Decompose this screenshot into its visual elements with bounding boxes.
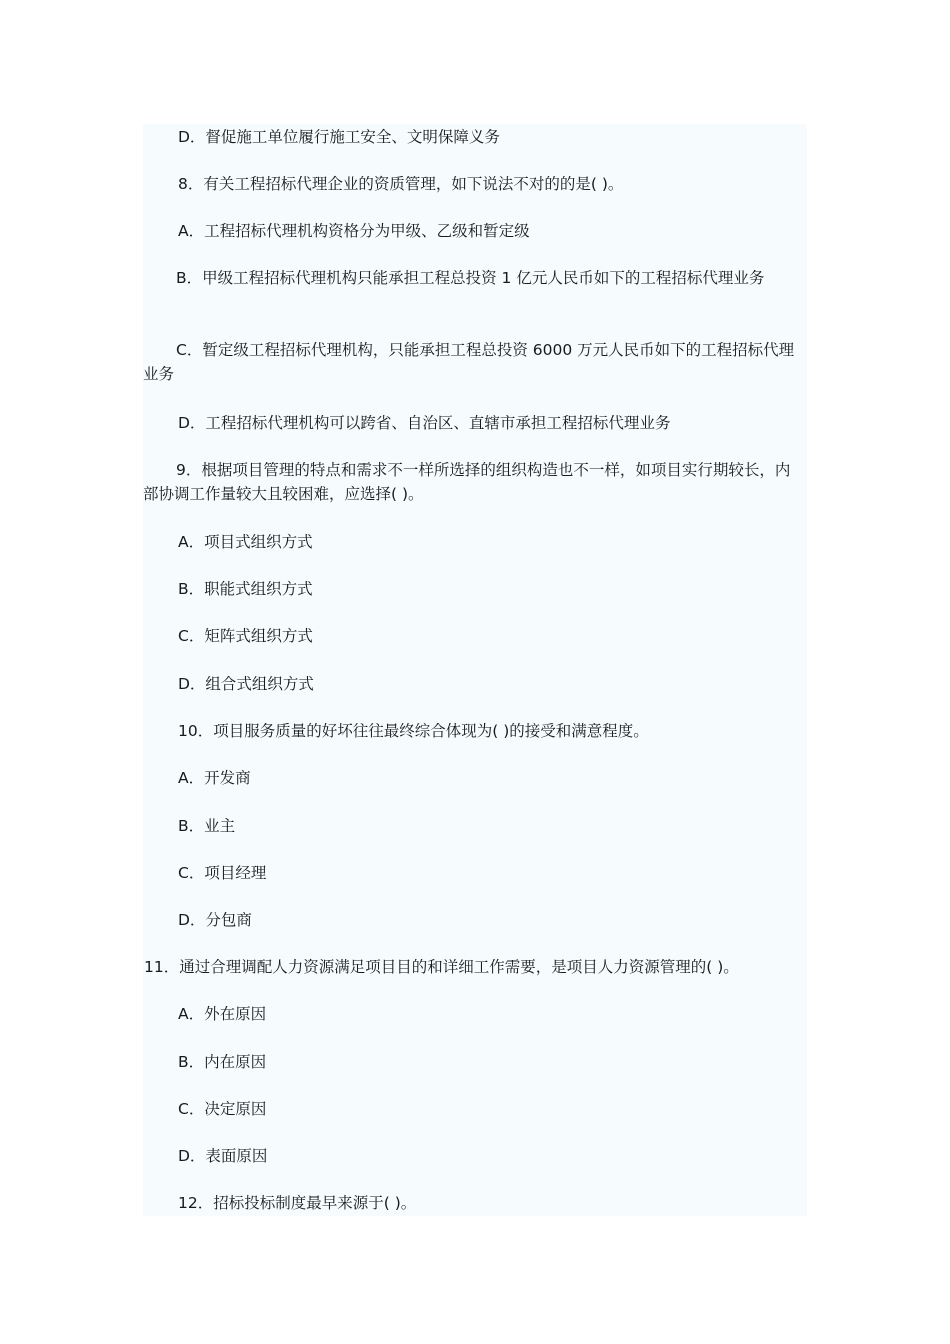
option-10b: B．业主 <box>178 817 236 835</box>
question-8: 8．有关工程招标代理企业的资质管理，如下说法不对的的是( )。 <box>178 175 624 193</box>
document-page-panel <box>143 124 807 1216</box>
option-8d: D．工程招标代理机构可以跨省、自治区、直辖市承担工程招标代理业务 <box>178 414 671 432</box>
option-9d: D．组合式组织方式 <box>178 675 314 693</box>
option-11a: A．外在原因 <box>178 1005 267 1023</box>
option-10c: C．项目经理 <box>178 864 267 882</box>
option-11b: B．内在原因 <box>178 1053 267 1071</box>
option-9b: B．职能式组织方式 <box>178 580 313 598</box>
question-10: 10．项目服务质量的好坏往往最终综合体现为( )的接受和满意程度。 <box>178 722 649 740</box>
option-9c: C．矩阵式组织方式 <box>178 627 313 645</box>
option-9a: A．项目式组织方式 <box>178 533 313 551</box>
question-11: 11．通过合理调配人力资源满足项目目的和详细工作需要，是项目人力资源管理的( )。 <box>144 958 739 976</box>
option-11c: C．决定原因 <box>178 1100 267 1118</box>
option-8b: B．甲级工程招标代理机构只能承担工程总投资 1 亿元人民币如下的工程招标代理业务 <box>176 269 765 287</box>
option-8a: A．工程招标代理机构资格分为甲级、乙级和暂定级 <box>178 222 530 240</box>
option-10d: D．分包商 <box>178 911 252 929</box>
question-12: 12．招标投标制度最早来源于( )。 <box>178 1194 417 1212</box>
question-9: 9．根据项目管理的特点和需求不一样所选择的组织构造也不一样，如项目实行期较长，内部协调工作量较大且较困难，应选择( )。 <box>143 461 791 503</box>
option-10a: A．开发商 <box>178 769 251 787</box>
option-7d: D．督促施工单位履行施工安全、文明保障义务 <box>178 128 500 146</box>
option-11d: D．表面原因 <box>178 1147 268 1165</box>
option-8c: C．暂定级工程招标代理机构，只能承担工程总投资 6000 万元人民币如下的工程招标代理业务 <box>143 341 795 383</box>
